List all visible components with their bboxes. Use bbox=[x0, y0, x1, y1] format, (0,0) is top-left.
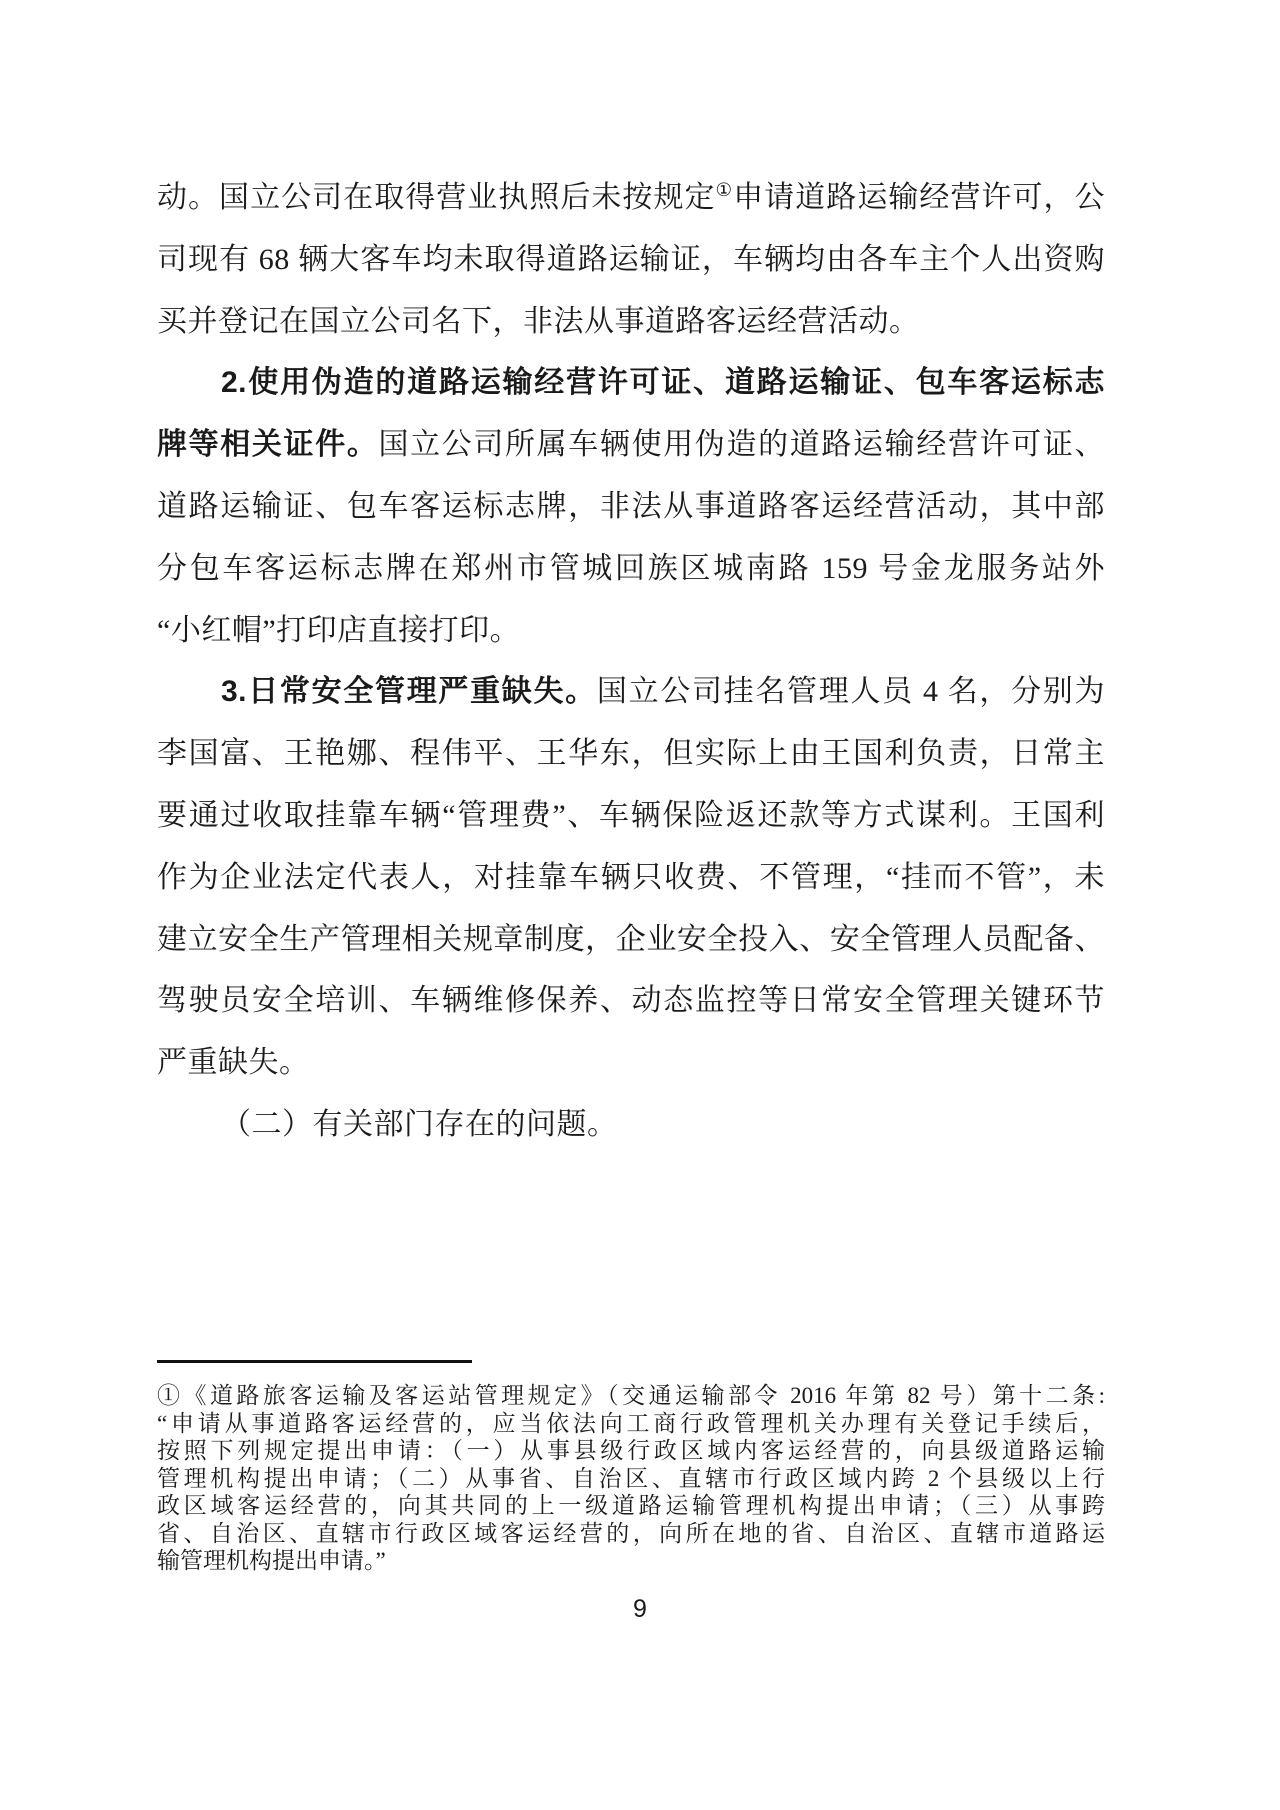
footnote-reference-mark: ① bbox=[715, 180, 734, 201]
text-segment: 严重缺失。 bbox=[157, 1046, 310, 1080]
text-segment: 管理机构提出申请；（二）从事省、自治区、直辖市行政区域内跨 2 个县级以上行 bbox=[157, 1465, 1105, 1491]
text-segment: 按照下列规定提出申请：（一）从事县级行政区域内客运经营的，向县级道路运输 bbox=[157, 1438, 1105, 1463]
bold-text-segment: 牌等相关证件。 bbox=[157, 428, 379, 462]
footnote-line bbox=[157, 1382, 1105, 1410]
text-segment: “小红帽”打印店直接打印。 bbox=[157, 613, 521, 647]
footnote-line bbox=[157, 1520, 1105, 1548]
body-line bbox=[157, 723, 1105, 785]
footnote-line bbox=[157, 1492, 1105, 1520]
footnote-separator-rule bbox=[157, 1360, 472, 1363]
body-line bbox=[157, 970, 1105, 1032]
footnote-line bbox=[157, 1410, 1105, 1438]
body-line bbox=[157, 352, 1105, 414]
body-line bbox=[157, 538, 1105, 600]
body-line bbox=[157, 785, 1105, 847]
text-segment: 省、自治区、直辖市行政区域客运经营的，向所在地的省、自治区、直辖市道路运 bbox=[157, 1520, 1105, 1546]
text-segment: 要通过收取挂靠车辆“管理费”、车辆保险返还款等方式谋利。王国利 bbox=[157, 798, 1105, 832]
body-line bbox=[157, 1094, 1105, 1156]
body-text bbox=[157, 167, 1105, 1156]
body-line bbox=[157, 414, 1105, 476]
body-line bbox=[157, 167, 1105, 229]
text-segment: （二）有关部门存在的问题。 bbox=[221, 1107, 618, 1141]
text-segment: 作为企业法定代表人，对挂靠车辆只收费、不管理，“挂而不管”，未 bbox=[157, 860, 1105, 894]
text-segment: 建立安全生产管理相关规章制度，企业安全投入、安全管理人员配备、 bbox=[157, 922, 1105, 956]
body-line bbox=[157, 291, 1105, 353]
body-line bbox=[157, 229, 1105, 291]
text-segment: 动。国立公司在取得营业执照后未按规定 bbox=[157, 181, 716, 214]
text-segment: 国立公司所属车辆使用伪造的道路运输经营许可证、 bbox=[378, 428, 1105, 462]
bold-text-segment: 3.日常安全管理严重缺失。 bbox=[221, 675, 597, 709]
footnote-line bbox=[157, 1465, 1105, 1493]
text-segment: ①《道路旅客运输及客运站管理规定》（交通运输部令 2016 年第 82 号）第十二条: bbox=[157, 1383, 1105, 1408]
body-line bbox=[157, 661, 1105, 723]
body-line bbox=[157, 600, 1105, 662]
page-number: 9 bbox=[633, 1595, 647, 1623]
text-segment: 国立公司挂名管理人员 4 名，分别为 bbox=[596, 675, 1105, 709]
text-segment: 买并登记在国立公司名下，非法从事道路客运经营活动。 bbox=[157, 304, 920, 338]
footnote-line bbox=[157, 1437, 1105, 1465]
bold-text-segment: 2.使用伪造的道路运输经营许可证、道路运输证、包车客运标志 bbox=[221, 366, 1105, 400]
text-segment: 李国富、王艳娜、程伟平、王华东，但实际上由王国利负责，日常主 bbox=[157, 737, 1105, 771]
body-line bbox=[157, 909, 1105, 971]
footnote-text bbox=[157, 1382, 1105, 1575]
text-segment: 政区域客运经营的，向其共同的上一级道路运输管理机构提出申请；（三）从事跨 bbox=[157, 1493, 1105, 1518]
text-segment: 驾驶员安全培训、车辆维修保养、动态监控等日常安全管理关键环节 bbox=[157, 984, 1105, 1018]
text-segment: “申请从事道路客运经营的，应当依法向工商行政管理机关办理有关登记手续后， bbox=[157, 1410, 1105, 1436]
body-line bbox=[157, 1032, 1105, 1094]
text-segment: 输管理机构提出申请。” bbox=[157, 1548, 386, 1573]
body-line bbox=[157, 476, 1105, 538]
text-segment: 司现有 68 辆大客车均未取得道路运输证，车辆均由各车主个人出资购 bbox=[157, 242, 1105, 276]
text-segment: 道路运输证、包车客运标志牌，非法从事道路客运经营活动，其中部 bbox=[157, 489, 1105, 523]
text-segment: 申请道路运输经营许可，公 bbox=[733, 181, 1105, 214]
footnote-line bbox=[157, 1547, 1105, 1575]
text-segment: 分包车客运标志牌在郑州市管城回族区城南路 159 号金龙服务站外 bbox=[157, 551, 1105, 585]
body-line bbox=[157, 847, 1105, 909]
